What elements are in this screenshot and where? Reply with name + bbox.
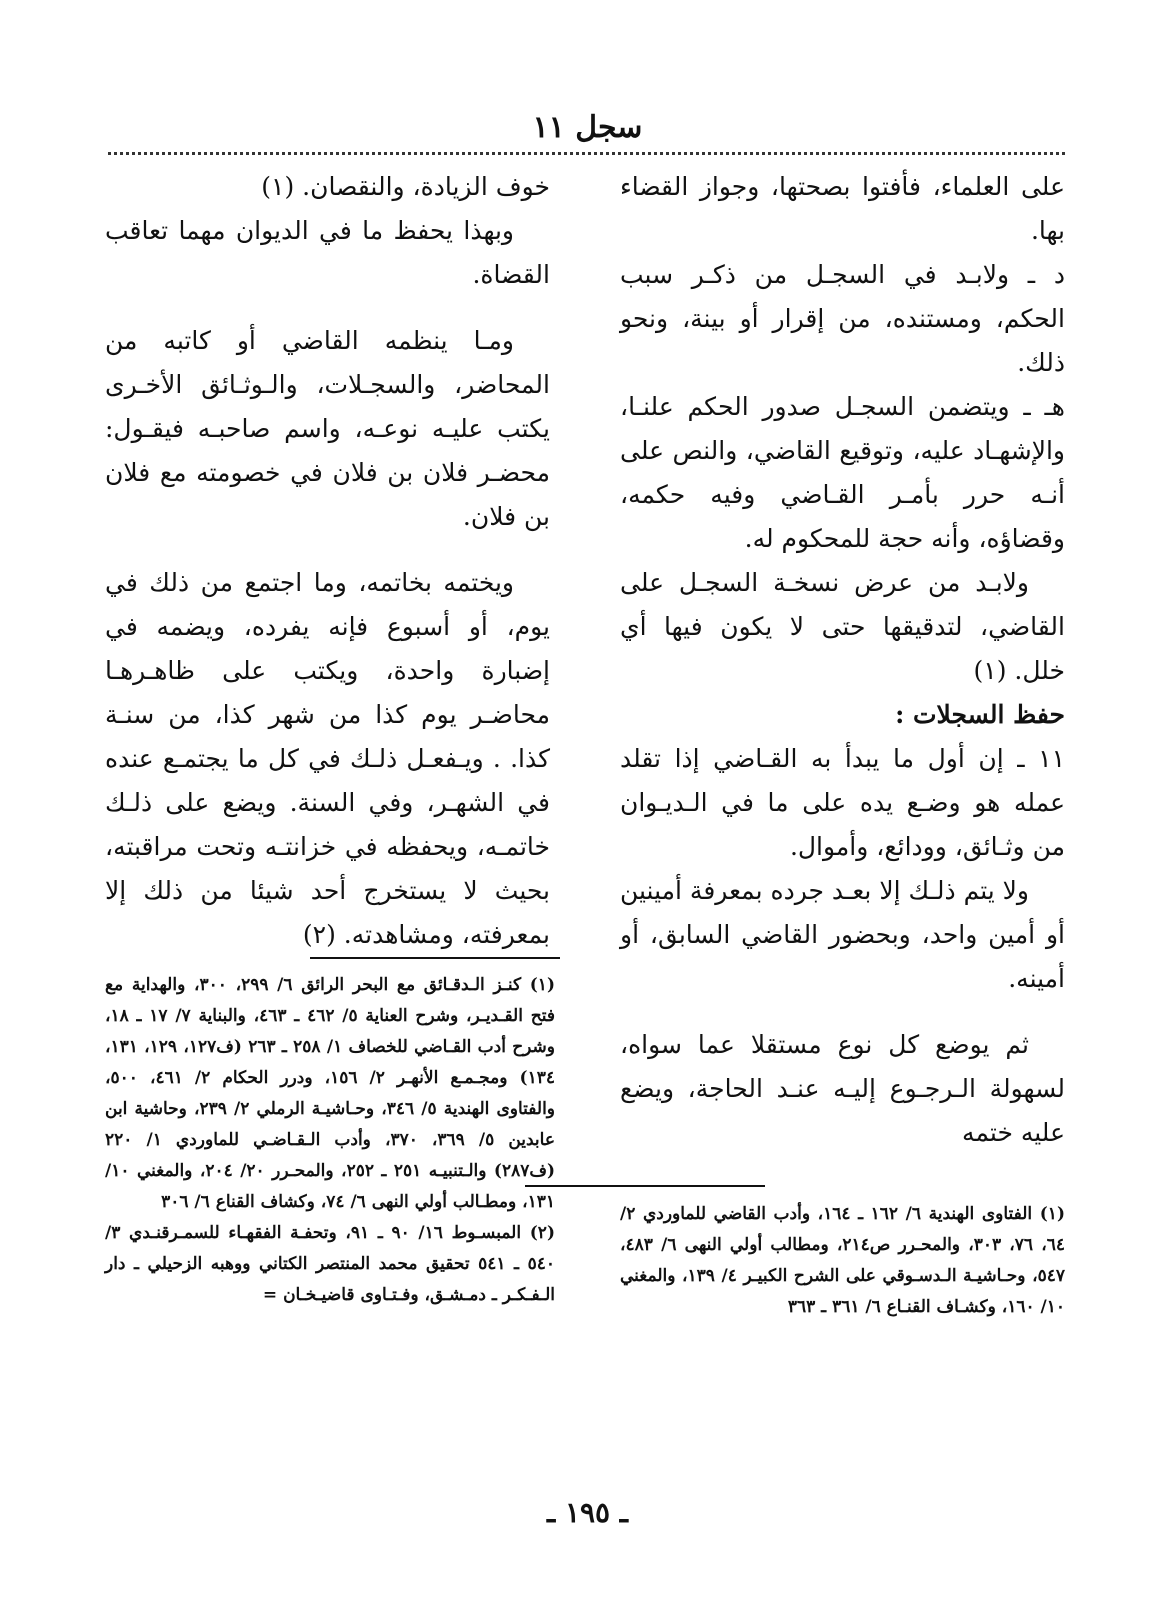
left-paragraph-1: خوف الزيادة، والنقصان. (١) bbox=[261, 172, 550, 201]
right-column bbox=[620, 165, 1065, 1155]
left-paragraph-4: ويختمه بخاتمه، وما اجتمع من ذلك في يوم، أو أسبوع فإنه يفرده، ويضمه في إضبارة واحدة، ويكتب على ظاهـرهـا محاضـر يوم كذا من شهر كذا، من سنـة كذا. . ويـفعـل ذلـك في كل ما يجتمـع عنده في الشهـر، وفي السنة. ويضع على ذلـك خاتمـه، ويحفظه في خزانتـه وتحت مراقبته، بحيث لا يستخرج أحد شيئا من ذلك إلا بمعرفته، ومشاهدته. (٢) bbox=[105, 568, 550, 949]
footnotes-right bbox=[620, 1199, 1065, 1323]
left-column bbox=[105, 165, 550, 957]
footnote-rule-right bbox=[525, 1185, 765, 1187]
right-paragraph-4: ولابـد من عرض نسخـة السجـل على القاضي، لتدقيقها حتى لا يكون فيها أي خلل. (١) bbox=[620, 568, 1065, 685]
section-heading: حفظ السجلات : bbox=[895, 700, 1065, 729]
right-paragraph-6: ولا يتم ذلـك إلا بعـد جرده بمعرفة أمينين أو أمين واحد، وبحضور القاضي السابق، أو أمينه. bbox=[619, 876, 1065, 993]
page-number: ـ ١٩٥ ـ bbox=[546, 1496, 629, 1529]
footnote-right-1: (١) الفتاوى الهندية ٦/ ١٦٢ ـ ١٦٤، وأدب القاضي للماوردي ٢/ ٦٤، ٧٦، ٣٠٣، والمحـرر ص٢١٤، ومطالب أولي النهى ٦/ ٤٨٣، ٥٤٧، وحـاشيـة الـدسـوقي على الشرح الكبيـر ٤/ ١٣٩، والمغني ١٠/ ١٦٠، وكشـاف القنـاع ٦/ ٣٦١ ـ ٣٦٣ bbox=[620, 1204, 1065, 1317]
running-head: سجل ١١ bbox=[532, 110, 643, 145]
left-paragraph-3: ومـا ينظمه القاضي أو كاتبه من المحاضر، والسجـلات، والـوثـائق الأخـرى يكتب عليـه نوعـه، واسم صاحبـه فيقـول: محضـر فلان بن فلان في خصومته مع فلان بن فلان. bbox=[105, 326, 550, 531]
footnotes-left bbox=[105, 970, 555, 1311]
right-paragraph-3: هـ ـ ويتضمن السجـل صدور الحكم علنـا، والإشهـاد عليه، وتوقيع القاضي، والنص على أنـه حرر بأمـر القـاضي وفيه حكمه، وقضاؤه، وأنه حجة للمحكوم له. bbox=[620, 392, 1065, 553]
header-dotted-rule bbox=[108, 152, 1065, 155]
footnote-left-2: (٢) المبسـوط ١٦/ ٩٠ ـ ٩١، وتحفـة الفقهـاء للسمـرقنـدي ٣/ ٥٤٠ ـ ٥٤١ تحقيق محمد المنتصر الكتاني ووهبه الزحيلي ـ دار الـفـكـر ـ دمـشـق، وفـتـاوى قاضيـخـان = bbox=[105, 1223, 555, 1305]
right-paragraph-5: ١١ ـ إن أول ما يبدأ به القـاضي إذا تقلد عمله هو وضـع يده على ما في الـديـوان من وثـائق، وودائع، وأموال. bbox=[620, 744, 1065, 861]
footnote-rule-left bbox=[310, 957, 560, 959]
left-paragraph-2: وبهذا يحفظ ما في الديوان مهما تعاقب القضاة. bbox=[105, 216, 550, 289]
footnote-left-1: (١) كنـز الـدقـائق مع البحر الرائق ٦/ ٢٩٩، ٣٠٠، والهداية مع فتح القـديـر، وشرح العناية ٥/ ٤٦٢ ـ ٤٦٣، والبناية ٧/ ١٧ ـ ١٨، وشرح أدب القـاضي للخصاف ١/ ٢٥٨ ـ ٢٦٣ (ف١٢٧، ١٢٩، ١٣١، ١٣٤) ومجـمـع الأنهـر ٢/ ١٥٦، ودرر الحكام ٢/ ٤٦١، ٥٠٠، والفتاوى الهندية ٥/ ٣٤٦، وحـاشيـة الرملي ٢/ ٢٣٩، وحاشية ابن عابدين ٥/ ٣٦٩، ٣٧٠، وأدب الـقـاضـي للماوردي ١/ ٢٢٠ (ف٢٨٧) والـتنبيـه ٢٥١ ـ ٢٥٢، والمحـرر ٢٠/ ٢٠٤، والمغني ١٠/ ١٣١، ومطـالب أولي النهى ٦/ ٧٤، وكشاف القناع ٦/ ٣٠٦ bbox=[105, 975, 556, 1212]
right-paragraph-7: ثم يوضع كل نوع مستقلا عما سواه، لسهولة الـرجـوع إليـه عنـد الحاجة، ويضع عليه ختمه bbox=[620, 1030, 1065, 1147]
right-paragraph-2: د ـ ولابـد في السجـل من ذكـر سبب الحكم، ومستنده، من إقرار أو بينة، ونحو ذلك. bbox=[620, 260, 1065, 377]
right-paragraph-1: على العلماء، فأفتوا بصحتها، وجواز القضاء بها. bbox=[620, 172, 1065, 245]
